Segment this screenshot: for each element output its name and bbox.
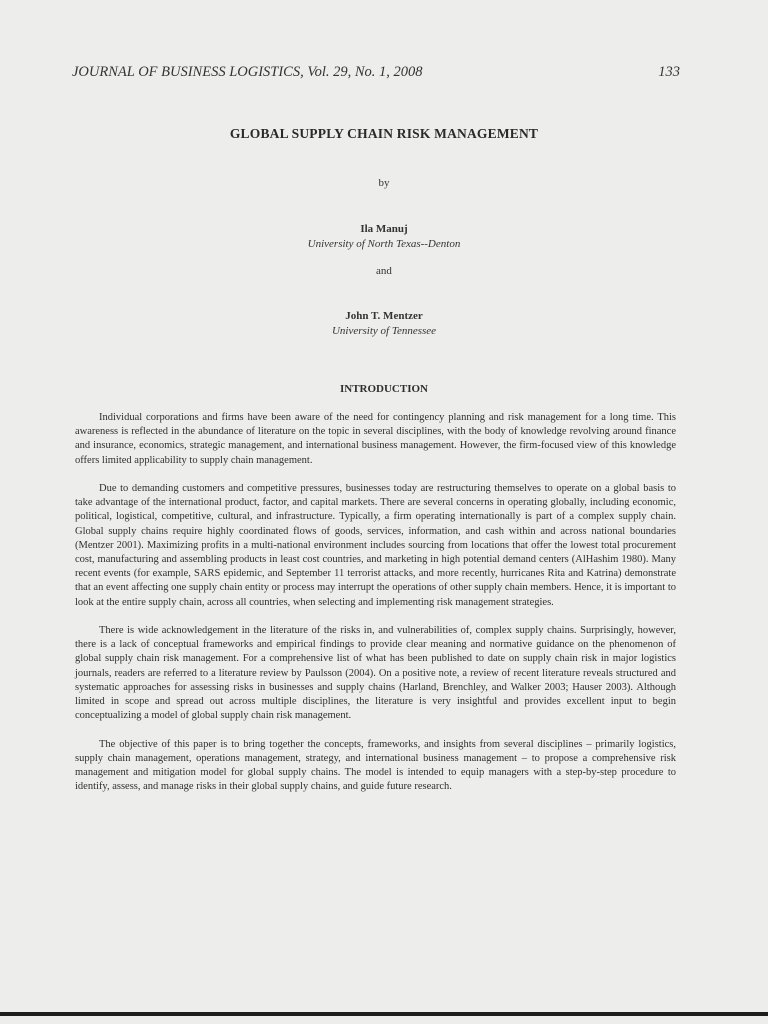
author-affiliation-1: University of North Texas--Denton xyxy=(307,238,461,250)
running-head xyxy=(72,64,680,81)
paragraph: The objective of this paper is to bring together the concepts, frameworks, and insights from several disciplines – primarily logistics, supply chain management, operations management, strategy, and international business management – to propose a comprehensive risk management and mitigation model for global supply chains. The model is intended to equip managers with a step-by-step procedure to identify, assess, and manage risks in their global supply chains, and guide future research. xyxy=(75,738,676,793)
paragraph: Due to demanding customers and competitive pressures, businesses today are restructuring themselves to operate on a global basis to take advantage of the international product, factor, and capital markets. There are several concerns in operating globally, including economic, political, logistical, competitive, cultural, and infrastructure. Typically, a firm operating internationally is part of a complex supply chain. Global supply chains require highly coordinated flows of goods, services, information, and cash within and across national boundaries (Mentzer 2001). Maximizing profits in a multi-national environment includes sourcing from locations that offer the lowest total procurement cost, manufacturing and assembling products in least cost countries, and marketing in high potential demand centers (AlHashim 1980). Many recent events (for example, SARS epidemic, and September 11 terrorist attacks, and more recently, hurricanes Rita and Katrina) demonstrate that an event affecting one supply chain entity or process may interrupt the operations of other supply chain members. Hence, it is important to look at the entire supply chain, across all countries, when selecting and implementing risk management strategies. xyxy=(75,483,676,608)
journal-citation: JOURNAL OF BUSINESS LOGISTICS, Vol. 29, No. 1, 2008 xyxy=(72,64,423,80)
paper-title: GLOBAL SUPPLY CHAIN RISK MANAGEMENT xyxy=(229,126,539,141)
author-affiliation-2: University of Tennessee xyxy=(331,325,437,337)
page-number: 133 xyxy=(658,64,680,80)
paragraph: There is wide acknowledgement in the literature of the risks in, and vulnerabilities of, complex supply chains. Surprisingly, however, there is a lack of conceptual frameworks and empirical findings to provide clear meaning and normative guidance on the phenomenon of global supply chain risk management. For a comprehensive list of what has been published to date on supply chain risk in major logistics journals, readers are referred to a literature review by Paulsson (2004). On a positive note, a review of recent literature reveals structured and systematic approaches for assessing risks in businesses and supply chains (Harland, Brenchley, and Walker 2003; Hauser 2003). Although limited in scope and spread out across multiple disciplines, the literature is very insightful and provides excellent input to begin conceptualizing a model of global supply chain risk management. xyxy=(75,625,676,722)
scan-edge-rule xyxy=(0,1012,768,1016)
byline-by: by xyxy=(378,177,390,189)
author-name-2: John T. Mentzer xyxy=(345,310,423,322)
author-name-1: Ila Manuj xyxy=(360,223,408,235)
paragraph: Individual corporations and firms have been aware of the need for contingency planning and risk management for a long time. This awareness is reflected in the abundance of literature on the topic in several disciplines, with the body of knowledge revolving around finance and insurance, economics, strategic management, and international business management. However, the firm-focused view of this knowledge offers limited applicability to supply chain management. xyxy=(75,412,676,466)
section-heading: INTRODUCTION xyxy=(339,383,428,395)
body-text xyxy=(75,411,676,809)
byline-and: and xyxy=(376,265,392,277)
